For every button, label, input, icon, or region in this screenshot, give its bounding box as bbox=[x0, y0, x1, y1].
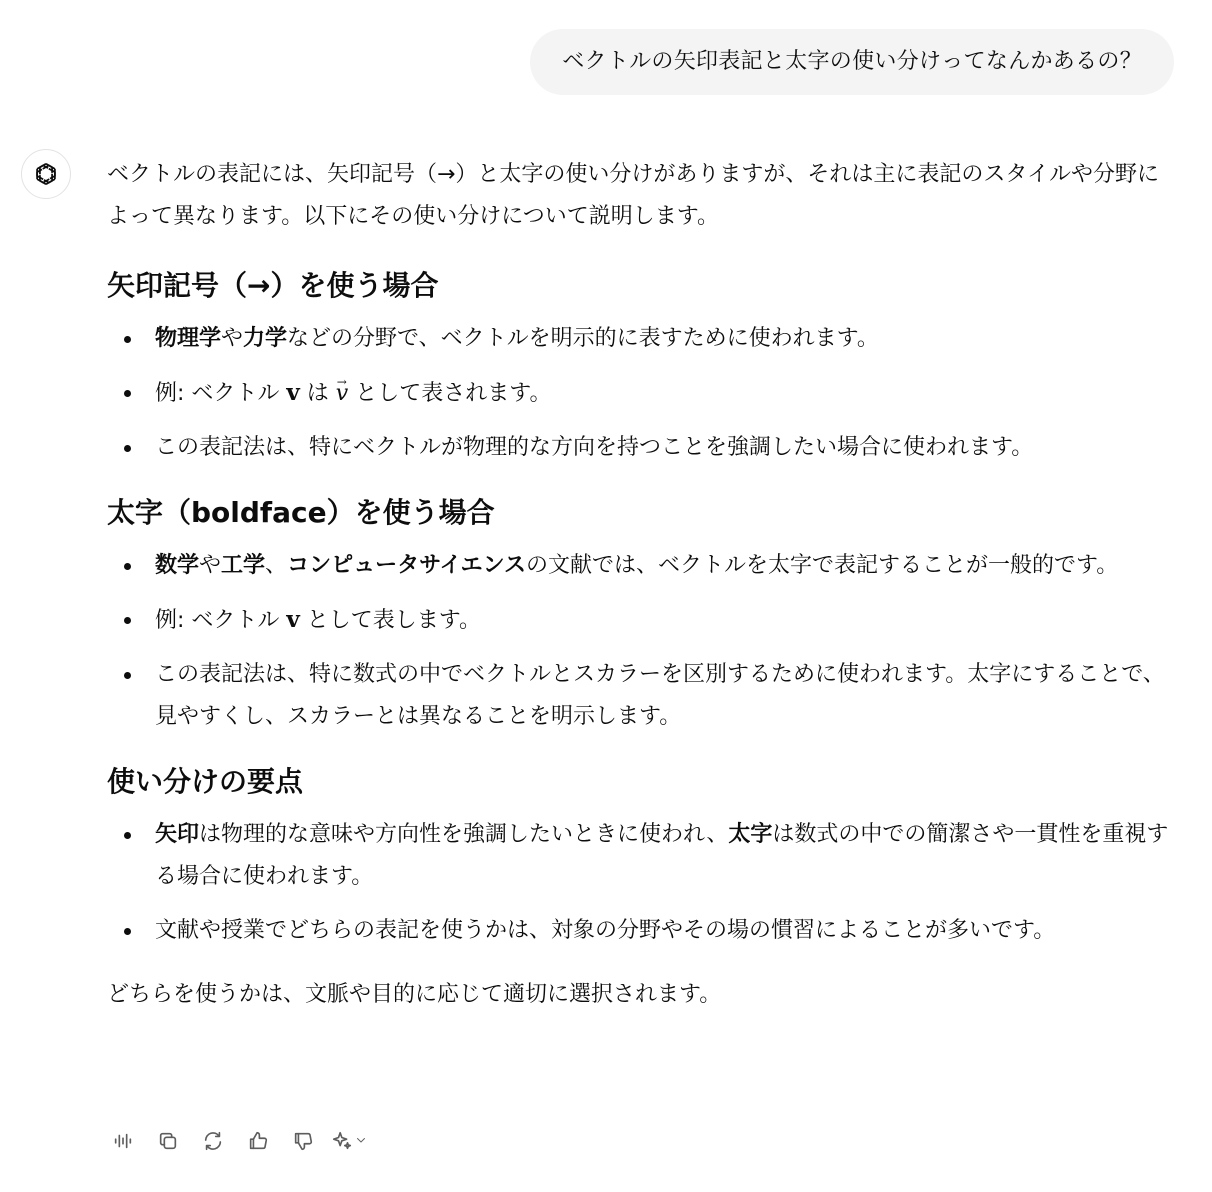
text-span: は数式の中での簡潔さや一貫性を重視する場合に使われます。 bbox=[155, 822, 1169, 889]
list-item bbox=[107, 599, 1177, 642]
chevron-down-wrapper bbox=[355, 1131, 367, 1150]
list-item bbox=[107, 372, 1177, 415]
text-span: などの分野で、ベクトルを明示的に表すために使われます。 bbox=[287, 326, 879, 351]
summary-bullet-list bbox=[107, 814, 1177, 952]
assistant-message bbox=[107, 154, 1177, 1016]
list-item: この表記法は、特に数式の中でベクトルとスカラーを区別するために使われます。太字にすることで、見やすくし、スカラーとは異なることを明示します。 bbox=[107, 654, 1177, 738]
read-aloud-button[interactable] bbox=[106, 1124, 139, 1157]
bold-term: 力学 bbox=[243, 326, 288, 351]
math-arrow-v: → v bbox=[336, 373, 348, 415]
section-heading-summary: 使い分けの要点 bbox=[107, 765, 304, 798]
thumbs-down-button[interactable] bbox=[286, 1124, 319, 1157]
bold-term: 矢印 bbox=[155, 822, 200, 847]
bold-term: 工学 bbox=[221, 553, 266, 578]
text-span: は物理的な意味や方向性を強調したいときに使われ、 bbox=[199, 822, 729, 847]
section-heading-bold: 太字（boldface）を使う場合 bbox=[107, 496, 495, 529]
copy-icon bbox=[157, 1130, 179, 1152]
text-span: 例: ベクトル bbox=[155, 381, 287, 406]
read-aloud-icon bbox=[112, 1130, 134, 1152]
bold-bullet-list bbox=[107, 545, 1177, 738]
message-action-toolbar bbox=[106, 1124, 367, 1157]
section-heading-arrow: 矢印記号（→）を使う場合 bbox=[107, 269, 439, 302]
bold-term: コンピュータサイエンス bbox=[287, 553, 526, 578]
text-span: として表されます。 bbox=[348, 381, 552, 406]
assistant-avatar bbox=[21, 149, 71, 199]
thumbs-up-icon bbox=[247, 1130, 269, 1152]
intro-paragraph: ベクトルの表記には、矢印記号（→）と太字の使い分けがありますが、それは主に表記のスタイルや分野によって異なります。以下にその使い分けについて説明します。 bbox=[107, 162, 1159, 229]
openai-logo-icon bbox=[32, 160, 60, 188]
regenerate-icon bbox=[202, 1130, 224, 1152]
text-span: 、 bbox=[265, 553, 288, 578]
list-item: この表記法は、特にベクトルが物理的な方向を持つことを強調したい場合に使われます。 bbox=[107, 427, 1177, 469]
list-item bbox=[107, 318, 1177, 360]
user-message-row bbox=[530, 29, 1174, 95]
thumbs-down-icon bbox=[292, 1130, 314, 1152]
text-span: 例: ベクトル bbox=[155, 608, 287, 633]
list-item: 文献や授業でどちらの表記を使うかは、対象の分野やその場の慣習によることが多いです。 bbox=[107, 910, 1177, 952]
bold-term: 太字 bbox=[728, 822, 773, 847]
user-message-bubble: ベクトルの矢印表記と太字の使い分けってなんかあるの？ bbox=[530, 29, 1174, 95]
switch-model-button[interactable] bbox=[331, 1124, 367, 1157]
text-span: は bbox=[299, 381, 336, 406]
list-item bbox=[107, 814, 1177, 898]
math-bold-v: v bbox=[286, 606, 300, 633]
bold-term: 数学 bbox=[155, 553, 200, 578]
regenerate-button[interactable] bbox=[196, 1124, 229, 1157]
closing-paragraph: どちらを使うかは、文脈や目的に応じて適切に選択されます。 bbox=[107, 982, 722, 1007]
text-span: の文献では、ベクトルを太字で表記することが一般的です。 bbox=[525, 553, 1119, 578]
sparkle-icon bbox=[331, 1130, 353, 1152]
copy-button[interactable] bbox=[151, 1124, 184, 1157]
text-span: や bbox=[199, 553, 222, 578]
bold-term: 物理学 bbox=[155, 326, 222, 351]
thumbs-up-button[interactable] bbox=[241, 1124, 274, 1157]
math-bold-v: v bbox=[286, 379, 300, 406]
chevron-down-icon bbox=[355, 1134, 367, 1146]
arrow-bullet-list bbox=[107, 318, 1177, 469]
list-item bbox=[107, 545, 1177, 587]
text-span: や bbox=[221, 326, 244, 351]
text-span: として表します。 bbox=[299, 608, 482, 633]
